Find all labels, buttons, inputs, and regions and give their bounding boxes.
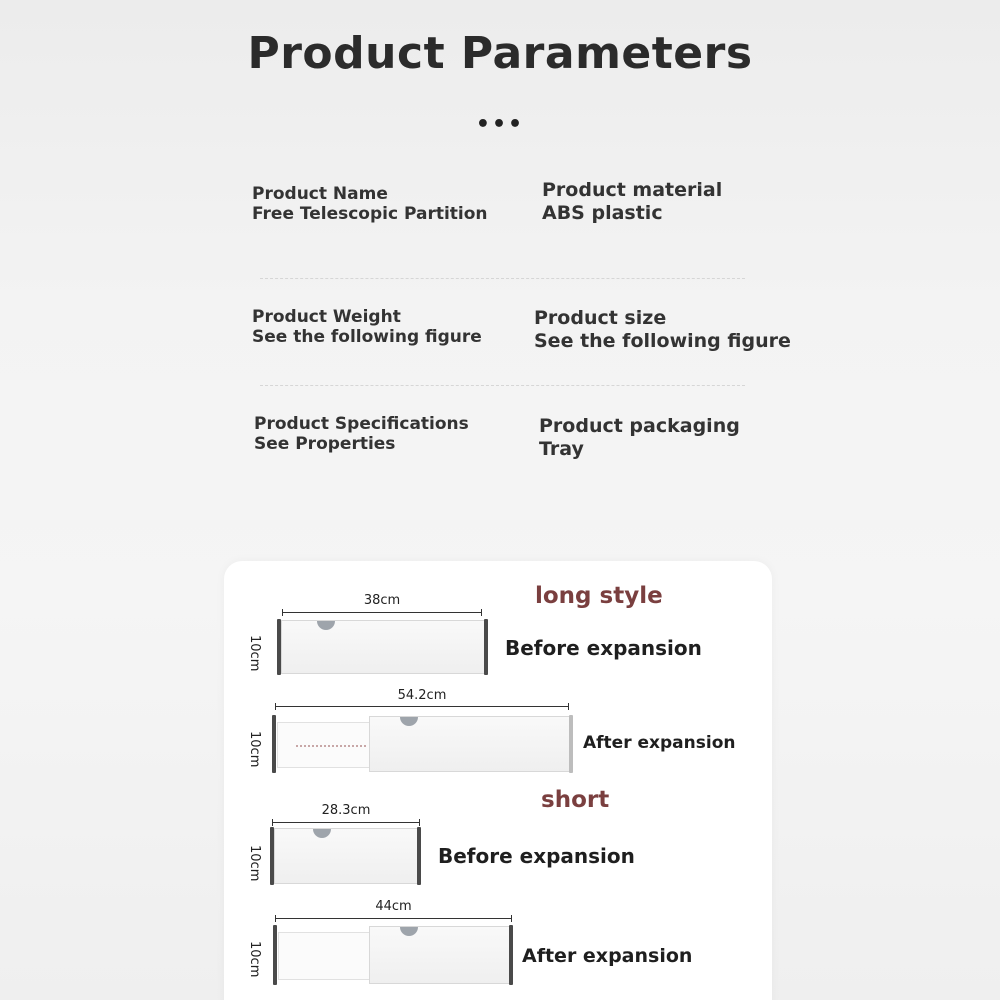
divider-product-image	[369, 716, 571, 772]
width-dimension-line	[282, 612, 482, 613]
width-dimension-label: 44cm	[375, 899, 412, 914]
width-dimension-line	[275, 706, 569, 707]
expansion-state-label: Before expansion	[438, 844, 635, 868]
divider-product-image	[274, 828, 419, 884]
param-value: Tray	[539, 437, 584, 460]
param-label: Product material	[542, 179, 723, 201]
ellipsis-decoration: •••	[475, 112, 525, 137]
param-product-specifications	[254, 414, 469, 455]
width-dimension-label: 54.2cm	[397, 688, 447, 703]
param-label: Product Name	[252, 184, 388, 204]
param-label: Product Specifications	[254, 414, 469, 434]
divider-inner-slide	[278, 932, 373, 980]
height-dimension-label: 10cm	[247, 941, 262, 978]
endcap-left	[272, 715, 276, 773]
expansion-state-label: After expansion	[583, 733, 736, 753]
long-style-label: long style	[535, 583, 663, 609]
expansion-state-label: After expansion	[522, 945, 693, 967]
endcap-left	[273, 925, 277, 985]
short-style-label: short	[541, 787, 610, 813]
param-label: Product Weight	[252, 307, 401, 327]
expansion-state-label: Before expansion	[505, 636, 702, 660]
param-value: Free Telescopic Partition	[252, 204, 488, 225]
param-value: See the following figure	[534, 329, 791, 352]
endcap-left	[277, 619, 281, 675]
height-dimension-label: 10cm	[247, 635, 262, 672]
endcap-right	[417, 827, 421, 885]
param-label: Product packaging	[539, 415, 740, 437]
param-value: ABS plastic	[542, 201, 663, 224]
param-product-name	[252, 184, 488, 225]
divider-inner-slide	[277, 722, 372, 768]
dashed-divider	[260, 278, 745, 279]
endcap-right	[509, 925, 513, 985]
width-dimension-line	[272, 822, 420, 823]
height-dimension-label: 10cm	[247, 845, 262, 882]
param-product-material	[542, 179, 722, 225]
param-label: Product size	[534, 307, 667, 329]
knob-icon	[400, 927, 418, 936]
knob-icon	[317, 621, 335, 630]
param-product-weight	[252, 307, 482, 348]
knob-icon	[313, 829, 331, 838]
param-product-size	[534, 307, 791, 353]
width-dimension-line	[275, 918, 512, 919]
endcap-left	[270, 827, 274, 885]
param-product-packaging	[539, 415, 740, 461]
height-dimension-label: 10cm	[247, 731, 262, 768]
knob-icon	[400, 717, 418, 726]
adjustment-holes	[296, 745, 366, 747]
width-dimension-label: 38cm	[363, 593, 401, 608]
dashed-divider	[260, 385, 745, 386]
divider-product-image	[369, 926, 511, 984]
width-dimension-label: 28.3cm	[321, 803, 371, 818]
divider-product-image	[281, 620, 485, 674]
endcap-right	[569, 715, 573, 773]
param-value: See Properties	[254, 434, 396, 455]
param-value: See the following figure	[252, 327, 482, 348]
page-title: Product Parameters	[247, 28, 753, 79]
endcap-right	[484, 619, 488, 675]
